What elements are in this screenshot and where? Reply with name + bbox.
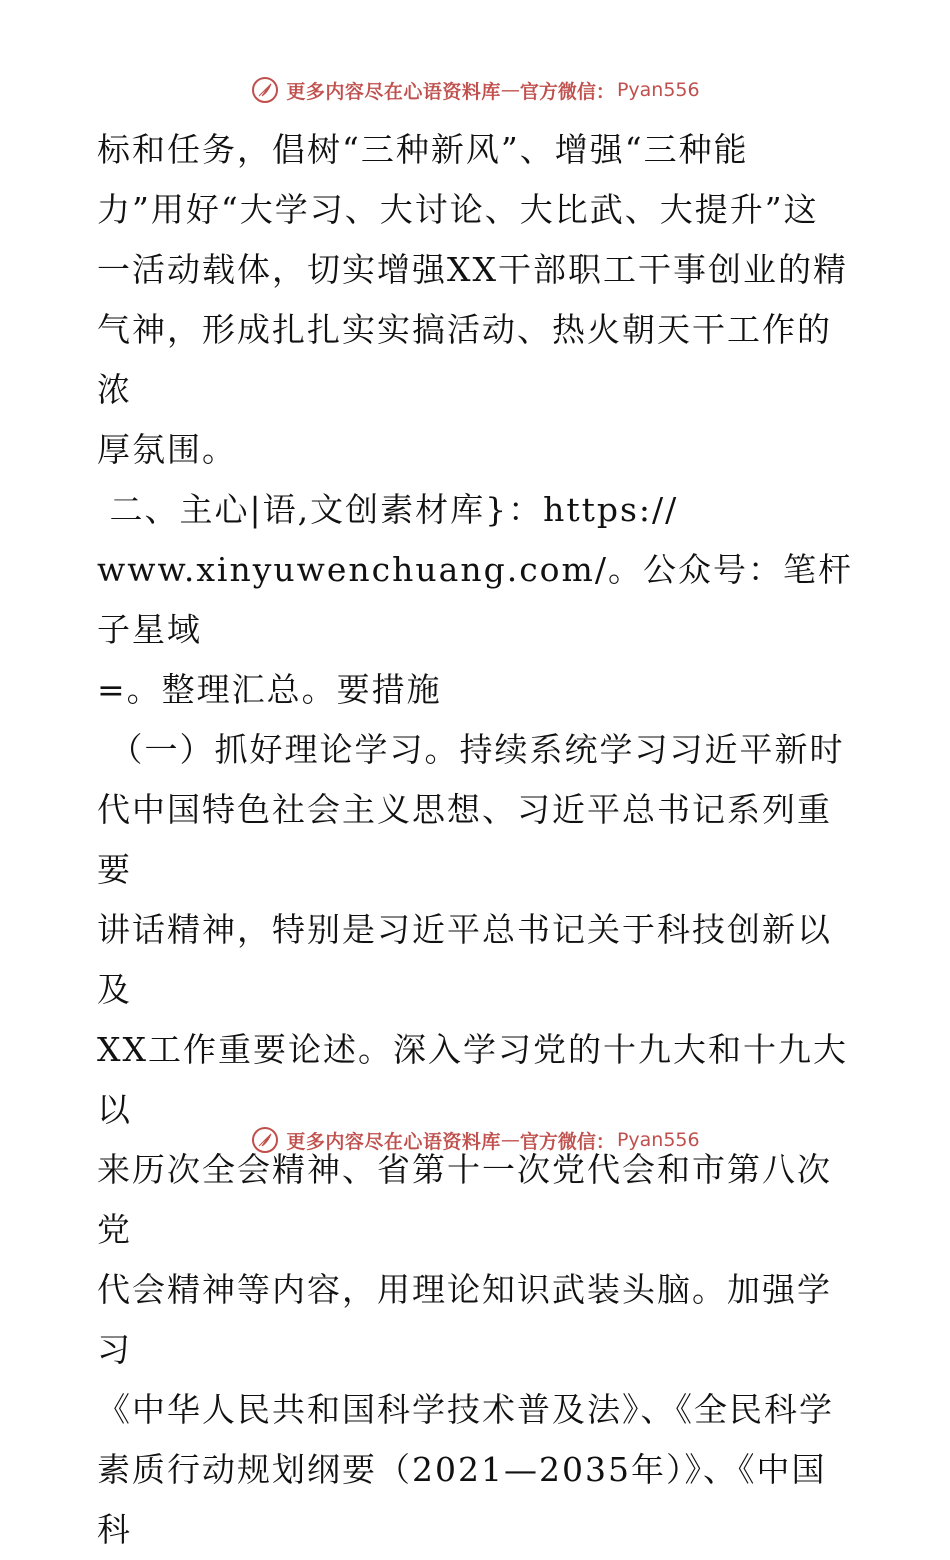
banner-separator: — [500, 79, 520, 101]
paragraph-section-heading [97, 480, 857, 720]
text-line: 气神，形成扎扎实实搞活动、热火朝天干工作的浓 [97, 310, 832, 409]
text-line: 讲话精神，特别是习近平总书记关于科技创新以及 [97, 910, 832, 1009]
text-line: 素质行动规划纲要（2021—2035年）》、《中国科 [97, 1450, 827, 1549]
text-line: www.xinyuwenchuang.com/。公众号：笔杆子星域 [97, 550, 853, 649]
text-line: 《中华人民共和国科学技术普及法》、《全民科学 [97, 1390, 834, 1429]
paragraph-goals [97, 120, 857, 480]
banner-brand-text: 更多内容尽在心语资料库 [286, 1130, 501, 1153]
text-line: 来历次全会精神、省第十一次党代会和市第八次党 [97, 1150, 832, 1249]
banner-official-label: 官方微信： [519, 1130, 615, 1153]
feather-pen-logo-icon [250, 75, 280, 105]
banner-wechat-id: Pyan556 [616, 1129, 700, 1151]
banner-official-label: 官方微信： [519, 80, 615, 103]
text-line: 标和任务，倡树“三种新风”、增强“三种能 [97, 130, 749, 169]
text-line: 一活动载体，切实增强XX干部职工干事创业的精 [97, 250, 848, 289]
header-watermark-banner [0, 70, 950, 110]
banner-separator: — [500, 1129, 520, 1151]
text-line: 二、主心|语,文创素材库}：https:// [97, 490, 679, 529]
text-line: （一）抓好理论学习。持续系统学习习近平新时 [97, 730, 845, 769]
footer-watermark-banner [0, 1120, 950, 1160]
banner-wechat-id: Pyan556 [616, 79, 700, 101]
document-body [97, 120, 857, 1560]
banner-brand-text: 更多内容尽在心语资料库 [286, 80, 501, 103]
text-line: XX工作重要论述。深入学习党的十九大和十九大以 [97, 1030, 848, 1129]
text-line: =。整理汇总。要措施 [97, 670, 442, 709]
text-line: 代中国特色社会主义思想、习近平总书记系列重要 [97, 790, 832, 889]
text-line: 厚氛围。 [97, 430, 237, 469]
text-line: 力”用好“大学习、大讨论、大比武、大提升”这 [97, 190, 819, 229]
text-line: 代会精神等内容，用理论知识武装头脑。加强学习 [97, 1270, 832, 1369]
feather-pen-logo-icon [250, 1125, 280, 1155]
